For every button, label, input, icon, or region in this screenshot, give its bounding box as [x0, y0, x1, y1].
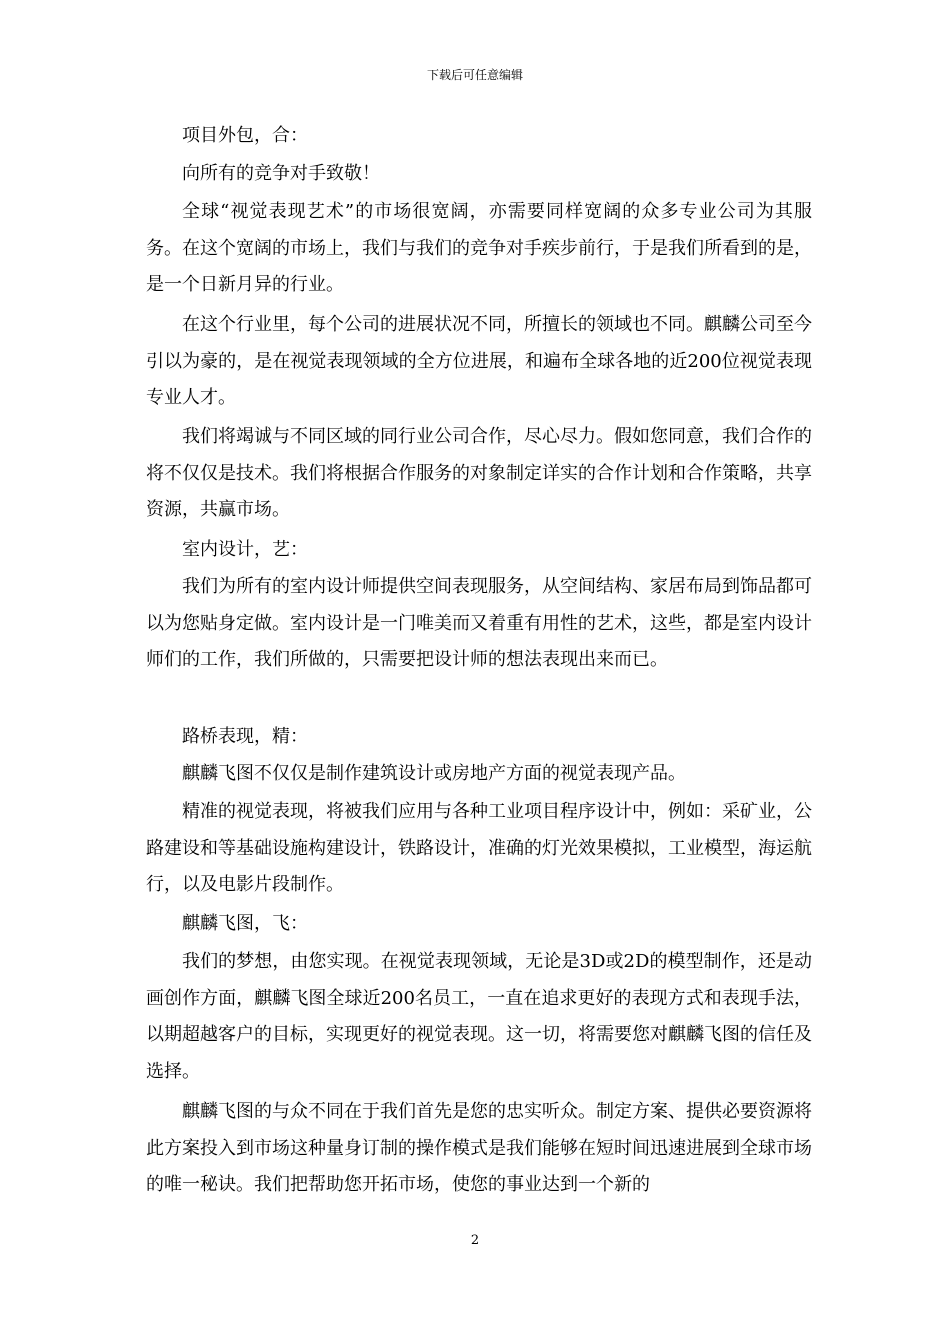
section-heading-road-bridge: 路桥表现，精： [182, 726, 308, 747]
page-number: 2 [470, 1233, 480, 1248]
paragraph: 我们为所有的室内设计师提供空间表现服务，从空间结构、家居布局到饰品都可以为您贴身定做。室内设计是一门唯美而又着重有用性的艺术，这些，都是室内设计师们的工作，我们所做的，只需要把设计师的想法表现出来而已。 [146, 576, 812, 670]
paragraph: 麒麟飞图的与众不同在于我们首先是您的忠实听众。制定方案、提供必要资源将此方案投入到市场这种量身订制的操作模式是我们能够在短时间迅速进展到全球市场的唯一秘诀。我们把帮助您开拓市场，使您的事业达到一个新的 [146, 1101, 812, 1195]
section-heading-qilin-feitu: 麒麟飞图，飞： [182, 913, 308, 934]
section-heading-interior-design: 室内设计，艺： [182, 539, 308, 560]
page-header: 下载后可任意编辑 [426, 68, 523, 82]
paragraph: 全球“视觉表现艺术”的市场很宽阔，亦需要同样宽阔的众多专业公司为其服务。在这个宽阔的市场上，我们与我们的竞争对手疾步前行，于是我们所看到的是，是一个日新月异的行业。 [146, 201, 812, 295]
section-heading-outsourcing: 项目外包，合： [182, 125, 308, 146]
paragraph: 向所有的竞争对手致敬！ [182, 163, 380, 184]
paragraph: 麒麟飞图不仅仅是制作建筑设计或房地产方面的视觉表现产品。 [182, 763, 686, 784]
paragraph: 在这个行业里，每个公司的进展状况不同，所擅长的领域也不同。麒麟公司至今引以为豪的，是在视觉表现领域的全方位进展，和遍布全球各地的近200位视觉表现专业人才。 [146, 314, 812, 408]
paragraph: 我们将竭诚与不同区域的同行业公司合作，尽心尽力。假如您同意，我们合作的将不仅仅是技术。我们将根据合作服务的对象制定详实的合作计划和合作策略，共享资源，共赢市场。 [146, 426, 812, 520]
paragraph: 精准的视觉表现，将被我们应用与各种工业项目程序设计中，例如：采矿业，公路建设和等基础设施构建设计，铁路设计，准确的灯光效果模拟，工业模型，海运航行，以及电影片段制作。 [146, 801, 812, 895]
paragraph: 我们的梦想，由您实现。在视觉表现领域，无论是3D或2D的模型制作，还是动画创作方面，麒麟飞图全球近200名员工，一直在追求更好的表现方式和表现手法，以期超越客户的目标，实现更好的视觉表现。这一切，将需要您对麒麟飞图的信任及选择。 [146, 951, 812, 1082]
